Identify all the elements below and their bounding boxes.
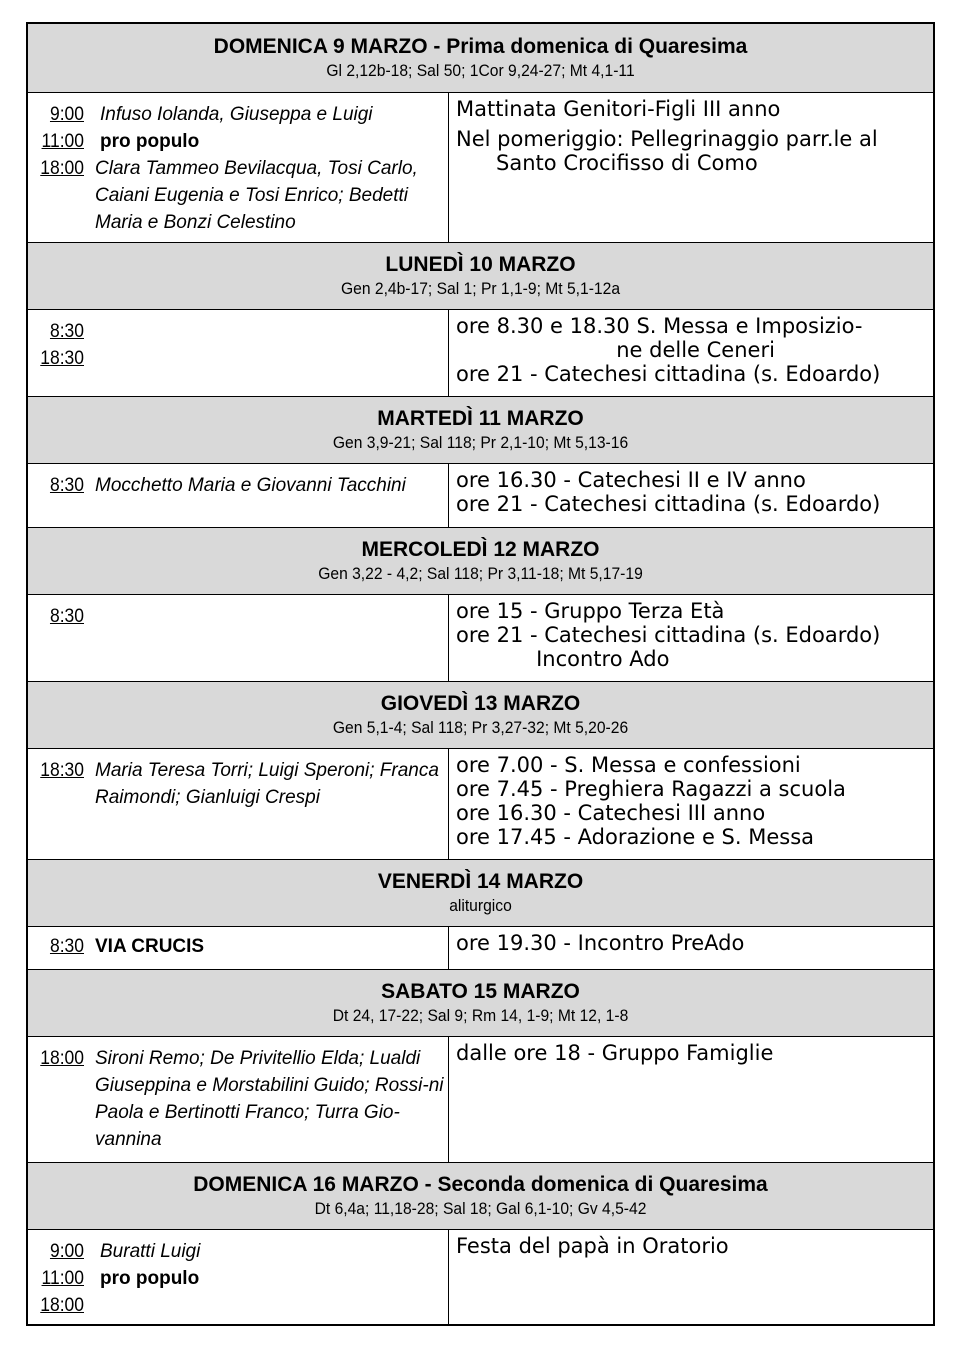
day-title: SABATO 15 MARZO	[381, 980, 580, 1003]
mass-row	[34, 603, 444, 630]
day-title: DOMENICA 16 MARZO - Seconda domenica di Quaresima	[193, 1173, 768, 1196]
mass-list	[28, 927, 449, 969]
mass-list	[28, 1037, 449, 1162]
day-body	[28, 595, 933, 682]
mass-time: 18:30	[40, 348, 84, 369]
event-line: ne delle Ceneri	[456, 338, 775, 362]
mass-time: 11:00	[41, 131, 84, 152]
mass-intention: VIA CRUCIS	[95, 936, 205, 957]
event-list	[449, 927, 933, 969]
event-list	[449, 93, 933, 242]
event-line: dalle ore 18 - Gruppo Famiglie	[456, 1041, 774, 1065]
event-line: ore 7.00 - S. Messa e confessioni	[456, 753, 801, 777]
event-line: ore 8.30 e 18.30 S. Messa e Imposizio-	[456, 314, 863, 338]
day-body	[28, 1037, 933, 1163]
mass-time: 18:00	[40, 1295, 84, 1316]
mass-row	[34, 128, 444, 155]
day-title: MERCOLEDÌ 12 MARZO	[361, 538, 600, 561]
mass-time: 8:30	[49, 475, 84, 496]
mass-row	[34, 757, 444, 811]
mass-time: 18:00	[40, 1048, 84, 1069]
day-title: MARTEDÌ 11 MARZO	[377, 407, 584, 430]
mass-time: 8:30	[49, 936, 84, 957]
mass-intention: Maria Teresa Torri; Luigi Speroni; Franca Raimondi; Gianluigi Crespi	[95, 760, 439, 808]
mass-list	[28, 93, 449, 242]
day-readings: Gen 3,9-21; Sal 118; Pr 2,1-10; Mt 5,13-16	[332, 433, 629, 452]
mass-list	[28, 310, 449, 396]
day-body	[28, 310, 933, 397]
mass-intention: pro populo	[100, 131, 200, 152]
day-body	[28, 749, 933, 860]
day-body	[28, 93, 933, 243]
day-title: GIOVEDÌ 13 MARZO	[380, 692, 581, 715]
mass-list	[28, 749, 449, 859]
event-line: ore 15 - Gruppo Terza Età	[456, 599, 725, 623]
event-line: Festa del papà in Oratorio	[456, 1234, 729, 1258]
mass-row	[34, 318, 444, 345]
mass-time: 18:00	[40, 158, 84, 179]
mass-row	[34, 1265, 444, 1292]
day-readings: Gen 5,1-4; Sal 118; Pr 3,27-32; Mt 5,20-26	[332, 718, 629, 737]
event-line: Santo Crocifisso di Como	[456, 151, 758, 175]
day-header	[28, 243, 933, 310]
day-header	[28, 682, 933, 749]
event-list	[449, 1230, 933, 1324]
mass-row	[34, 155, 444, 236]
event-list	[449, 310, 933, 396]
day-readings: aliturgico	[449, 896, 512, 915]
event-line: ore 7.45 - Preghiera Ragazzi a scuola	[456, 777, 846, 801]
mass-time: 9:00	[49, 104, 84, 125]
mass-intention: Infuso Iolanda, Giuseppa e Luigi	[100, 104, 373, 125]
day-body	[28, 927, 933, 970]
event-line: Mattinata Genitori-Figli III anno	[456, 97, 781, 121]
day-title: DOMENICA 9 MARZO - Prima domenica di Quaresima	[213, 35, 748, 58]
event-line: ore 21 - Catechesi cittadina (s. Edoardo)	[456, 623, 881, 647]
mass-list	[28, 1230, 449, 1324]
day-readings: Dt 6,4a; 11,18-28; Sal 18; Gal 6,1-10; Gv 4,5-42	[314, 1199, 647, 1218]
weekly-schedule-table	[26, 22, 935, 1326]
mass-list	[28, 464, 449, 527]
day-title: LUNEDÌ 10 MARZO	[385, 253, 576, 276]
mass-list	[28, 595, 449, 681]
mass-intention: Mocchetto Maria e Giovanni Tacchini	[95, 475, 406, 496]
day-readings: Gl 2,12b-18; Sal 50; 1Cor 9,24-27; Mt 4,1-11	[326, 61, 635, 80]
event-line: Incontro Ado	[456, 647, 670, 671]
event-line: ore 17.45 - Adorazione e S. Messa	[456, 825, 815, 849]
day-header	[28, 1163, 933, 1230]
event-list	[449, 595, 933, 681]
mass-row	[34, 933, 444, 960]
day-header	[28, 397, 933, 464]
mass-intention: Buratti Luigi	[100, 1241, 201, 1262]
day-header	[28, 24, 933, 93]
event-line: ore 16.30 - Catechesi II e IV anno	[456, 468, 806, 492]
day-header	[28, 970, 933, 1037]
day-header	[28, 860, 933, 927]
mass-intention: Clara Tammeo Bevilacqua, Tosi Carlo, Caiani Eugenia e Tosi Enrico; Bedetti Maria e Bonzi Celestino	[95, 158, 418, 233]
day-readings: Dt 24, 17-22; Sal 9; Rm 14, 1-9; Mt 12, 1-8	[332, 1006, 629, 1025]
mass-time: 9:00	[49, 1241, 84, 1262]
event-line: ore 19.30 - Incontro PreAdo	[456, 931, 745, 955]
mass-row	[34, 1238, 444, 1265]
mass-row	[34, 345, 444, 372]
day-header	[28, 528, 933, 595]
day-title: VENERDÌ 14 MARZO	[377, 870, 584, 893]
mass-row	[34, 472, 444, 499]
day-body	[28, 464, 933, 528]
mass-time: 8:30	[49, 321, 84, 342]
mass-intention: Sironi Remo; De Privitellio Elda; Lualdi Giuseppina e Morstabilini Guido; Rossi-ni Paola e Bertinotti Franco; Turra Gio-vannina	[95, 1048, 444, 1150]
event-line: Nel pomeriggio: Pellegrinaggio parr.le al	[456, 127, 878, 151]
day-readings: Gen 3,22 - 4,2; Sal 118; Pr 3,11-18; Mt 5,17-19	[318, 564, 643, 583]
mass-time: 8:30	[49, 606, 84, 627]
mass-time: 18:30	[40, 760, 84, 781]
event-list	[449, 749, 933, 859]
day-body	[28, 1230, 933, 1324]
event-list	[449, 464, 933, 527]
mass-time: 11:00	[41, 1268, 84, 1289]
event-list	[449, 1037, 933, 1162]
mass-intention: pro populo	[100, 1268, 200, 1289]
mass-row	[34, 1045, 444, 1153]
event-line: ore 21 - Catechesi cittadina (s. Edoardo)	[456, 492, 881, 516]
event-line: ore 16.30 - Catechesi III anno	[456, 801, 766, 825]
mass-row	[34, 101, 444, 128]
day-readings: Gen 2,4b-17; Sal 1; Pr 1,1-9; Mt 5,1-12a	[340, 279, 621, 298]
event-line: ore 21 - Catechesi cittadina (s. Edoardo)	[456, 362, 881, 386]
mass-row	[34, 1292, 444, 1319]
